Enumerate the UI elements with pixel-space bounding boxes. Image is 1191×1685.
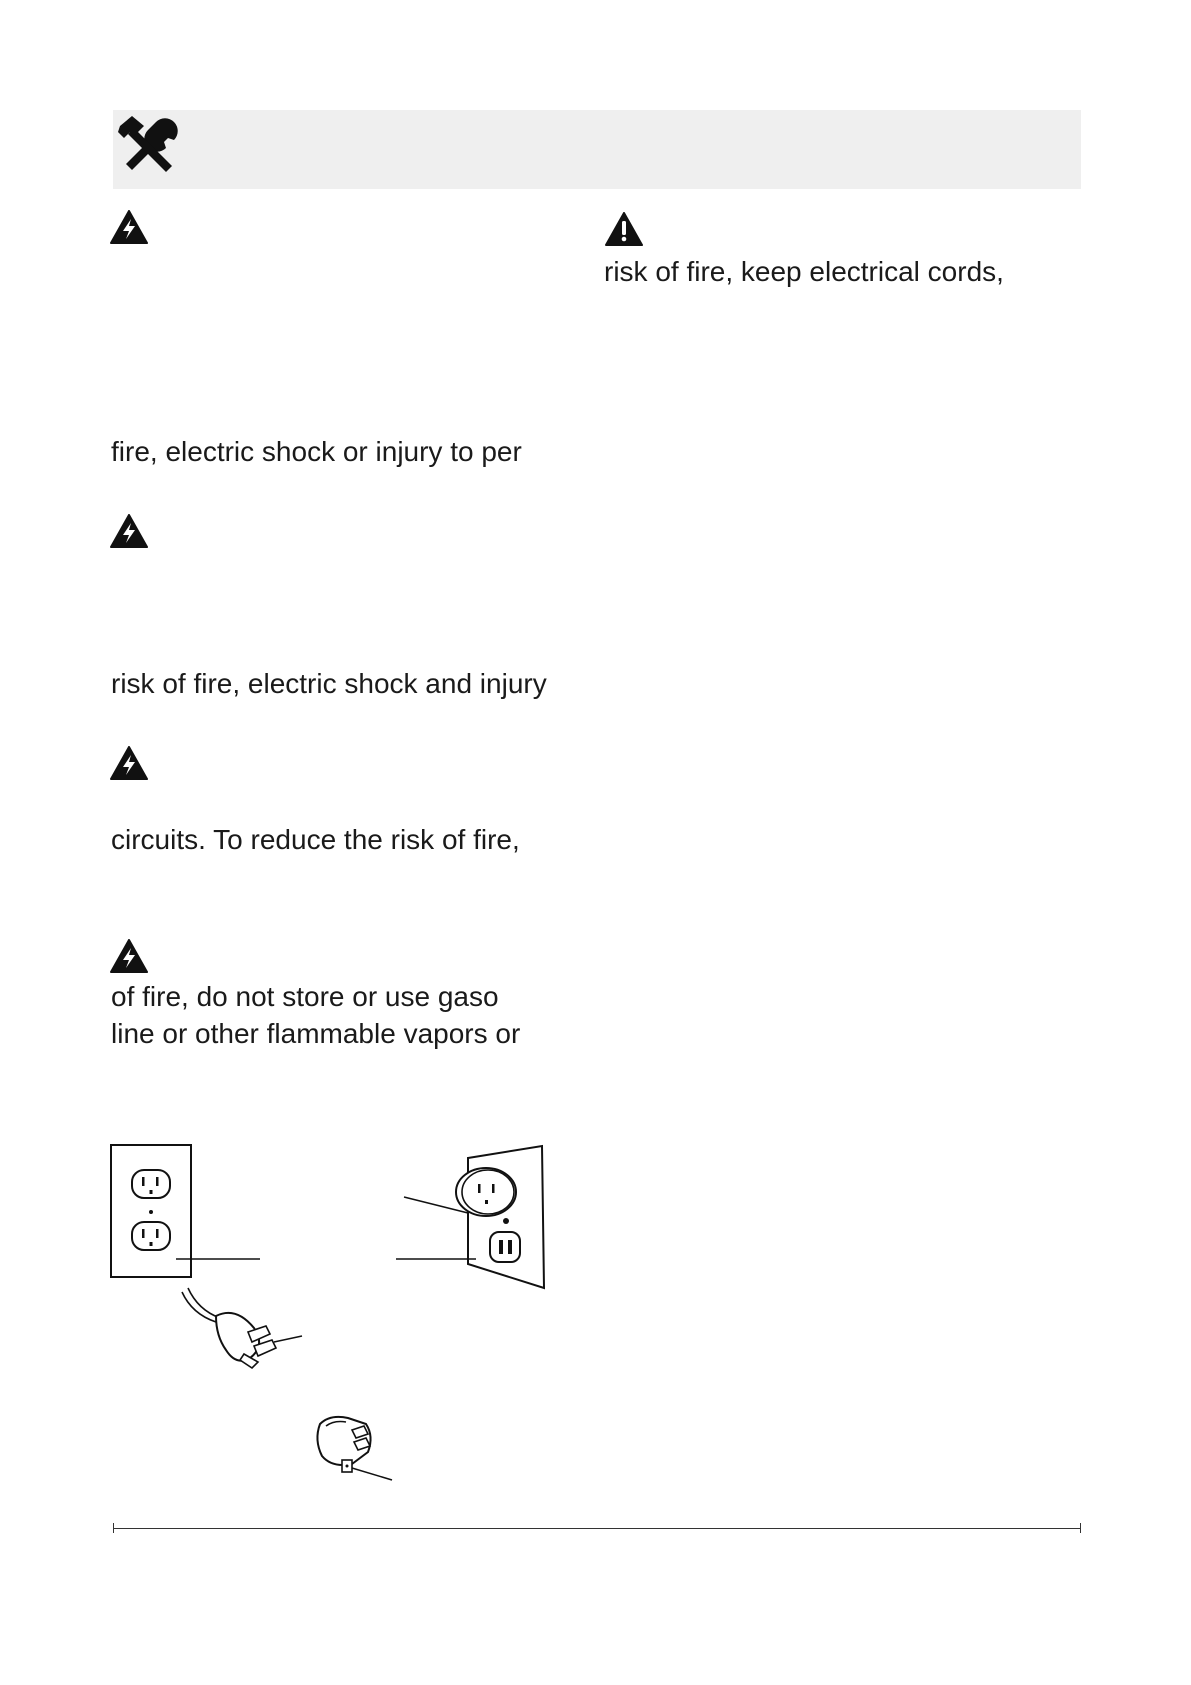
left-block-4-line-1: of fire, do not store or use gaso [111,981,499,1012]
left-block-3-line: circuits. To reduce the risk of fire, [111,824,520,855]
electric-hazard-icon [110,746,148,780]
left-block-1-line: fire, electric shock or injury to per [111,436,522,467]
footer-rule-right-tick [1080,1523,1081,1533]
electric-hazard-icon [110,210,148,244]
warning-exclamation-icon [605,212,643,246]
outlet-adapter-illustration [392,1142,548,1292]
left-block-4-line-2: line or other flammable vapors or [111,1018,521,1049]
electric-hazard-icon [110,939,148,973]
footer-rule-left-tick [113,1523,114,1533]
left-block-2-line: risk of fire, electric shock and injury [111,668,547,699]
tools-icon [118,116,180,178]
footer-rule [113,1528,1081,1529]
grounded-plug-illustration [178,1284,308,1384]
right-block-1-line: risk of fire, keep electrical cords, [604,256,1004,287]
wall-outlet-illustration [108,1142,268,1282]
adapter-plug-illustration [312,1412,396,1484]
section-header-band [113,110,1081,189]
electric-hazard-icon [110,514,148,548]
